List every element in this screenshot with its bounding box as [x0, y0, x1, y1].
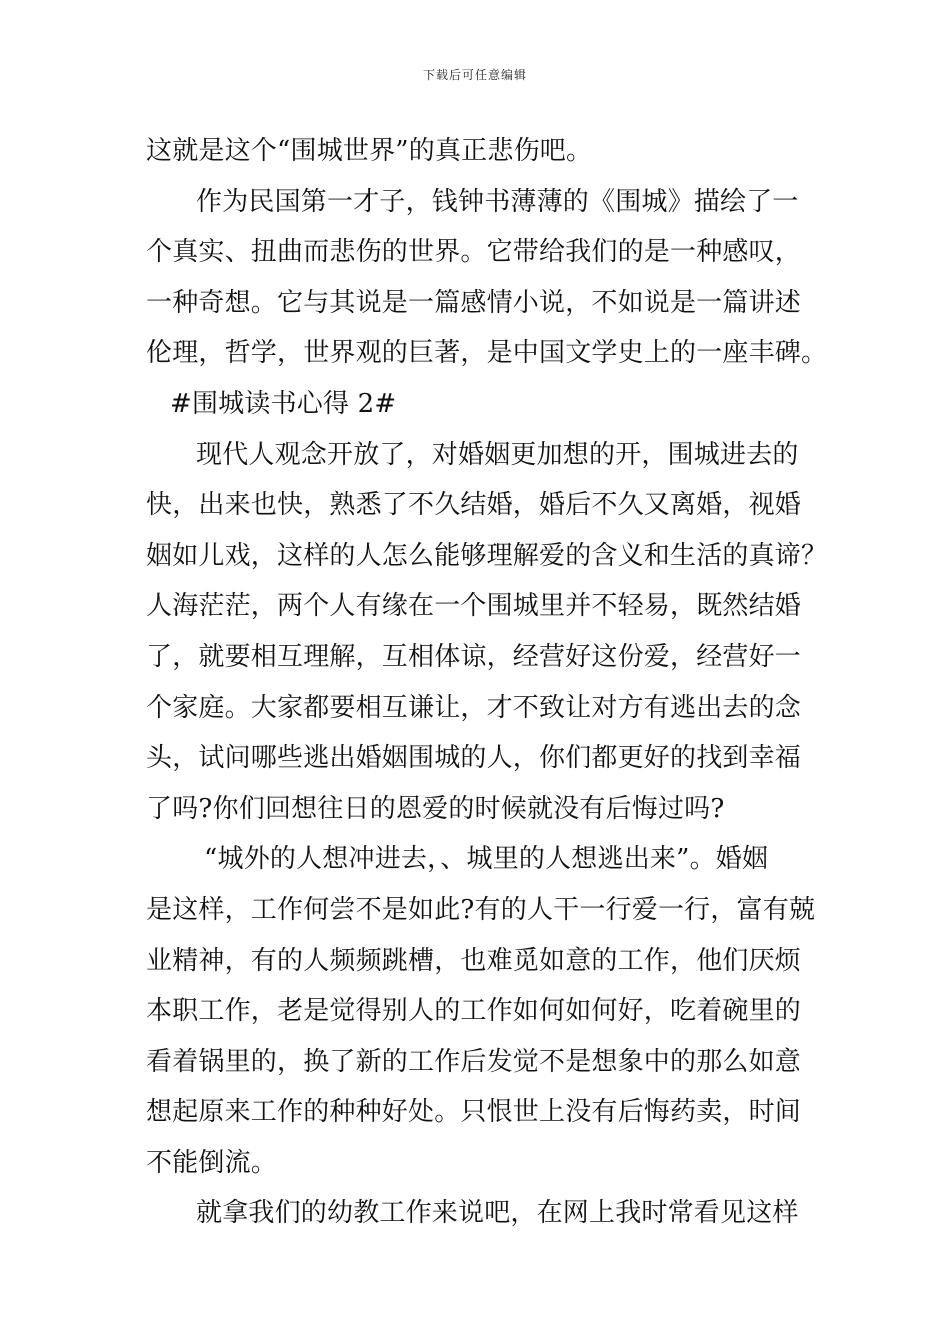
text-line: 头，试问哪些逃出婚姻围城的人，你们都更好的找到幸福: [146, 743, 802, 774]
paragraph-start-line: 作为民国第一才子，钱钟书薄薄的《围城》描绘了一: [196, 186, 799, 217]
document-body: [146, 126, 828, 1239]
text-line: 姻如儿戏，这样的人怎么能够理解爱的含义和生活的真谛？: [146, 540, 828, 571]
text-line: 个家庭。大家都要相互谦让，才不致让对方有逃出去的念: [146, 692, 802, 723]
text-line: 这就是这个“围城世界”的真正悲伤吧。: [146, 136, 593, 166]
text-line: 个真实、扭曲而悲伤的世界。它带给我们的是一种感叹，: [146, 237, 802, 268]
text-line: 看着锅里的，换了新的工作后发觉不是想象中的那么如意: [146, 1046, 802, 1077]
paragraph-start-line: “城外的人想冲进去，、城里的人想逃出来”。婚姻: [204, 844, 769, 875]
text-line: 业精神，有的人频频跳槽，也难觅如意的工作，他们厌烦: [146, 945, 802, 976]
text-line: 了吗?你们回想往日的恩爱的时候就没有后悔过吗?: [146, 793, 725, 824]
paragraph-start-line: 现代人观念开放了，对婚姻更加想的开，围城进去的: [196, 439, 799, 470]
paragraph-start-line: 就拿我们的幼教工作来说吧，在网上我时常看见这样: [196, 1198, 799, 1229]
text-line: 一种奇想。它与其说是一篇感情小说，不如说是一篇讲述: [146, 287, 802, 318]
text-line: 是这样，工作何尝不是如此?有的人干一行爱一行，富有兢: [146, 894, 816, 925]
text-line: 想起原来工作的种种好处。只恨世上没有后悔药卖，时间: [146, 1097, 802, 1128]
section-heading: #围城读书心得 2#: [170, 388, 397, 419]
text-line: 人海茫茫，两个人有缘在一个围城里并不轻易，既然结婚: [146, 591, 802, 622]
text-line: 不能倒流。: [146, 1147, 278, 1178]
text-line: 了，就要相互理解，互相体谅，经营好这份爱，经营好一: [146, 641, 802, 672]
text-line: 本职工作，老是觉得别人的工作如何如何好，吃着碗里的: [146, 996, 802, 1027]
text-line: 伦理，哲学，世界观的巨著，是中国文学史上的一座丰碑。: [146, 338, 828, 369]
text-line: 快，出来也快，熟悉了不久结婚，婚后不久又离婚，视婚: [146, 490, 802, 521]
header-note: 下载后可任意编辑: [422, 68, 527, 82]
